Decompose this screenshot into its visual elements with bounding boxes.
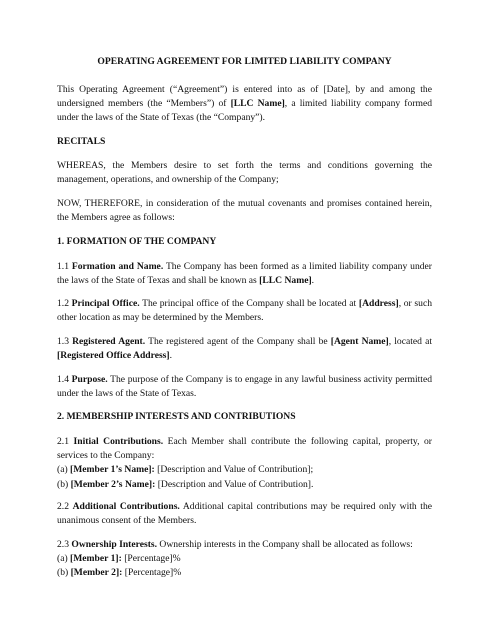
now-therefore-paragraph: NOW, THEREFORE, in consideration of the mutual covenants and promises contained herein, the Members agree as follows: — [57, 198, 432, 224]
clause-number: 1.3 — [57, 336, 73, 347]
document-title: OPERATING AGREEMENT FOR LIMITED LIABILITY COMPANY — [97, 56, 392, 67]
clause-text: Each Member shall contribute the following capital, property, or services to the Company: — [57, 436, 433, 462]
clause-number: 2.2 — [57, 501, 73, 512]
agent-name-placeholder: [Agent Name] — [330, 336, 389, 347]
clause-title: Principal Office. — [71, 298, 140, 309]
clause-1-3 — [57, 335, 432, 363]
clause-text: The registered agent of the Company shall be — [145, 336, 331, 347]
clause-2-1 — [57, 435, 432, 492]
member-placeholder: [Member 1]: — [70, 553, 122, 565]
recitals-heading: RECITALS — [57, 136, 106, 147]
list-item: (b) [Member 2]: [Percentage]% — [57, 567, 182, 579]
clause-title: Purpose. — [71, 374, 108, 385]
clause-number: 1.2 — [57, 298, 72, 309]
clause-text: Ownership interests in the Company shall be allocated as follows: — [157, 539, 413, 550]
clause-end: . — [311, 275, 315, 287]
clause-1-2 — [57, 297, 432, 325]
clause-text-mid: , located at — [388, 336, 433, 347]
member-name-placeholder: [Member 2’s Name]: — [70, 478, 156, 490]
clause-number: 1.1 — [57, 261, 72, 272]
clause-number: 2.3 — [57, 539, 72, 550]
llc-name-placeholder: [LLC Name] — [259, 275, 312, 287]
clause-text: The Company has been formed as a limited liability company under the laws of the State of Texas and shall be known as — [57, 261, 432, 287]
clause-title: Formation and Name. — [71, 261, 164, 272]
clause-2-3 — [57, 538, 432, 581]
section-2-heading: 2. MEMBERSHIP INTERESTS AND CONTRIBUTIONS — [57, 411, 296, 422]
intro-text-2: , a limited liability company formed under the laws of the State of Texas (the “Company”). — [57, 98, 432, 124]
clause-end: , or such other location as may be determined by the Members. — [57, 298, 433, 324]
clause-2-1-intro — [57, 435, 432, 463]
llc-name-placeholder: [LLC Name] — [230, 98, 285, 110]
clause-2-3-intro — [57, 538, 432, 552]
clause-text: The principal office of the Company shall be located at — [139, 298, 359, 309]
section-1-heading: 1. FORMATION OF THE COMPANY — [57, 236, 217, 247]
list-item: (a) [Member 1’s Name]: [Description and Value of Contribution]; — [57, 464, 314, 476]
intro-paragraph — [57, 83, 432, 126]
clause-title: Ownership Interests. — [71, 539, 158, 550]
registered-office-placeholder: [Registered Office Address] — [57, 350, 170, 362]
list-item: (b) [Member 2’s Name]: [Description and Value of Contribution]. — [57, 478, 314, 490]
clause-title: Registered Agent. — [72, 336, 146, 347]
clause-number: 1.4 — [57, 374, 72, 385]
clause-2-2 — [57, 500, 432, 528]
list-item: (a) [Member 1]: [Percentage]% — [57, 553, 181, 565]
clause-title: Additional Contributions. — [72, 501, 180, 512]
member-name-placeholder: [Member 1’s Name]: — [70, 464, 155, 476]
clause-text: The purpose of the Company is to engage in any lawful business activity permitted under the laws of the State of Texas. — [57, 374, 433, 400]
clause-title: Initial Contributions. — [73, 436, 164, 447]
clause-end: . — [169, 350, 173, 362]
clause-number: 2.1 — [57, 436, 74, 447]
clause-1-1 — [57, 260, 432, 288]
member-placeholder: [Member 2]: — [70, 567, 123, 579]
clause-1-4 — [57, 373, 432, 401]
clause-text: Additional capital contributions may be required only with the unanimous consent of the Members. — [57, 501, 432, 527]
intro-text-1: This Operating Agreement (“Agreement”) is entered into as of [Date], by and among the undersigned members (the “Members”) of — [57, 84, 432, 110]
address-placeholder: [Address] — [358, 298, 399, 309]
whereas-paragraph: WHEREAS, the Members desire to set forth the terms and conditions governing the management, operations, and ownership of the Company; — [57, 160, 432, 186]
